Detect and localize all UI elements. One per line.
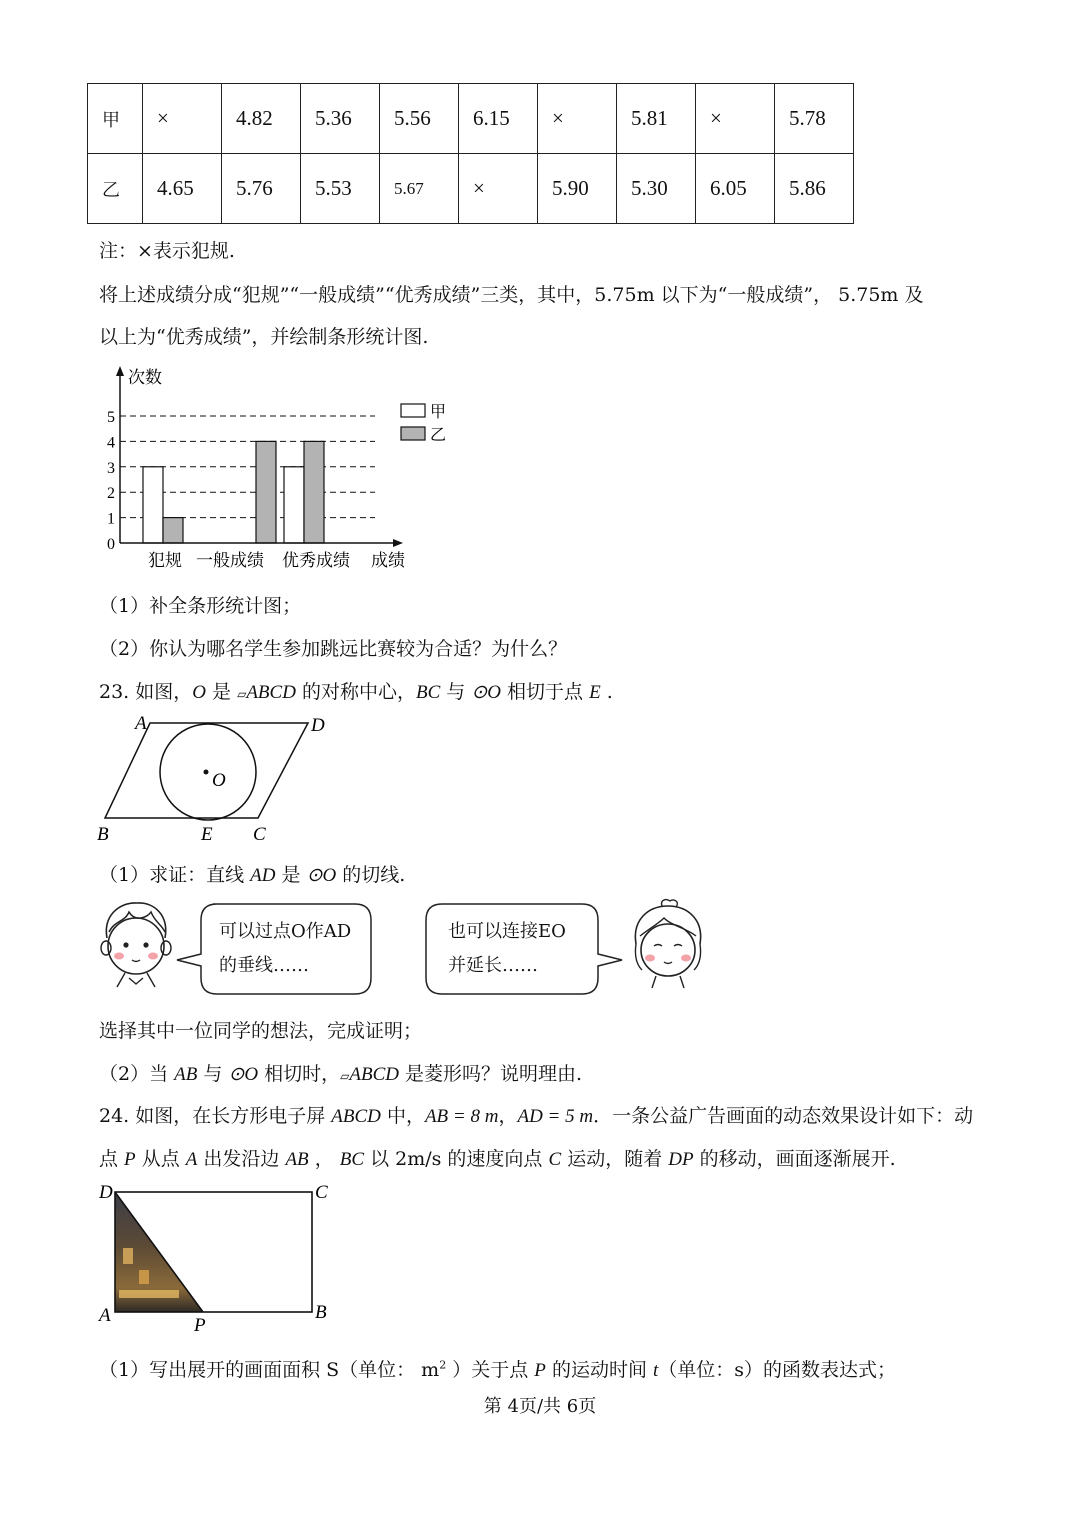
q23-ABCD: ABCD [349, 1064, 399, 1085]
q23-AB: AB [174, 1064, 198, 1085]
label-C: C [315, 1182, 328, 1203]
q24-text: 从点 [135, 1148, 186, 1170]
q23-text: 与 [440, 681, 472, 703]
q22-part2: （2）你认为哪名学生参加跳远比赛较为合适？为什么？ [99, 638, 568, 660]
q24-text: ．一条公益广告画面的动态效果设计如下：动 [593, 1105, 974, 1127]
boy-avatar-icon [95, 898, 177, 988]
table-cell: 5.76 [222, 154, 301, 224]
bubble-right-line-1: 也可以连接EO [448, 921, 566, 942]
q24-C: C [548, 1149, 562, 1170]
bubble-left-line-2: 的垂线…… [219, 955, 309, 976]
category-label: 一般成绩 [196, 551, 264, 571]
bubble-right-line-2: 并延长…… [448, 955, 538, 976]
y-tick-label: 2 [107, 485, 115, 503]
q24-superscript: 2 [439, 1358, 447, 1372]
q24-line-1 [99, 1101, 973, 1128]
x-axis-arrow-icon [393, 539, 403, 547]
q24-AD-length: AD = 5 m [517, 1106, 594, 1127]
q23-text: . [600, 681, 613, 703]
label-A: A [99, 1305, 111, 1326]
q23-text: 是 [206, 681, 238, 703]
q24-text: 出发沿边 [197, 1148, 286, 1170]
bar-chart [95, 360, 465, 575]
rectangle-screen-figure [95, 1178, 345, 1338]
q24-text: ， [498, 1105, 518, 1127]
y-tick-label: 0 [107, 536, 115, 553]
bar-yi-0 [163, 518, 183, 543]
table-cell: 5.90 [538, 154, 617, 224]
q23-E: E [589, 682, 601, 703]
table-cell: 5.67 [380, 154, 459, 224]
legend-label-yi: 乙 [430, 425, 447, 444]
q23-text: （2）当 [99, 1063, 175, 1085]
table-cell: 5.81 [617, 84, 696, 154]
table-row [88, 84, 854, 154]
bar-yi-1 [256, 441, 276, 543]
center-point-O [204, 770, 209, 775]
parallelogram-figure [95, 710, 345, 850]
table-cell: × [696, 84, 775, 154]
q24-text: （1）写出展开的画面面积 S（单位： m [99, 1359, 440, 1381]
q23-part1 [99, 860, 405, 887]
label-A: A [135, 713, 147, 734]
q24-AB: AB [285, 1149, 309, 1170]
label-D: D [311, 715, 325, 736]
bar-yi-2 [304, 441, 324, 543]
q24-text: 运动，随着 [561, 1148, 669, 1170]
q23-AD: AD [250, 865, 276, 886]
q24-t: t [653, 1360, 659, 1381]
table-cell: 4.82 [222, 84, 301, 154]
q24-text: 以 2m/s 的速度向点 [364, 1148, 549, 1170]
table-cell: × [538, 84, 617, 154]
q24-text: ， [308, 1148, 340, 1170]
q23-circle-O: ⊙O [228, 1064, 259, 1085]
label-C: C [253, 824, 266, 845]
q24-part1 [99, 1355, 896, 1382]
q24-P: P [534, 1360, 546, 1381]
category-label: 犯规 [148, 551, 182, 571]
y-tick-label: 4 [107, 434, 115, 452]
table-cell: 乙 [88, 154, 143, 224]
table-cell: 5.56 [380, 84, 459, 154]
bar-jia-0 [143, 467, 163, 543]
q23-text: 是菱形吗？说明理由. [399, 1063, 583, 1085]
q24-text: 24. 如图，在长方形电子屏 [99, 1105, 332, 1127]
q23-text: 相切时， [258, 1063, 341, 1085]
q24-BC: BC [339, 1149, 365, 1170]
y-axis-arrow-icon [116, 366, 124, 376]
label-P: P [194, 1315, 206, 1336]
q24-A: A [185, 1149, 198, 1170]
q23-ABCD: ABCD [246, 682, 296, 703]
table-cell: 5.30 [617, 154, 696, 224]
score-table [87, 83, 854, 224]
category-label: 优秀成绩 [282, 551, 350, 571]
q23-text: 的对称中心， [295, 681, 416, 703]
table-cell: 甲 [88, 84, 143, 154]
q24-P: P [124, 1149, 136, 1170]
girl-avatar-icon [628, 898, 708, 990]
legend-swatch-yi [401, 427, 425, 440]
label-B: B [315, 1302, 327, 1323]
q23-text: 与 [197, 1063, 229, 1085]
table-cell: 5.86 [775, 154, 854, 224]
parallelogram-icon: ▱ [237, 687, 247, 701]
label-O: O [212, 770, 226, 791]
q24-text: （单位：s）的函数表达式； [658, 1359, 897, 1381]
q23-circle-O: ⊙O [471, 682, 502, 703]
q23-stem [99, 677, 613, 704]
legend-swatch-jia [401, 404, 425, 417]
table-cell: 5.36 [301, 84, 380, 154]
q24-text: 的移动，画面逐渐展开. [693, 1148, 896, 1170]
x-axis-label: 成绩 [371, 551, 405, 571]
table-cell: × [459, 154, 538, 224]
q24-text: 点 [99, 1148, 125, 1170]
legend-label-jia: 甲 [430, 402, 447, 421]
bubble-left-line-1: 可以过点O作AD [219, 921, 352, 942]
q23-text: 的切线. [336, 864, 406, 886]
parallelogram-icon: ▱ [340, 1069, 350, 1083]
q24-text: ）关于点 [446, 1359, 535, 1381]
table-cell: 5.78 [775, 84, 854, 154]
q23-choose: 选择其中一位同学的想法，完成证明； [99, 1020, 423, 1042]
note: 注：×表示犯规. [99, 240, 235, 262]
table-cell: 6.05 [696, 154, 775, 224]
y-tick-label: 1 [107, 510, 115, 528]
q23-text: （1）求证：直线 [99, 864, 251, 886]
y-axis-label: 次数 [128, 368, 162, 388]
label-D: D [99, 1182, 113, 1203]
photo-window-detail [139, 1270, 149, 1284]
bar-jia-2 [284, 467, 304, 543]
q24-text: 中， [380, 1105, 425, 1127]
q24-line-2 [99, 1144, 896, 1171]
label-E: E [201, 824, 213, 845]
intro-line-1: 将上述成绩分成“犯规”“一般成绩”“优秀成绩”三类，其中，5.75m 以下为“一般成绩”， 5.75m 及 [99, 284, 924, 306]
table-cell: 5.53 [301, 154, 380, 224]
q23-text: 是 [275, 864, 307, 886]
y-tick-label: 3 [107, 459, 115, 477]
q23-BC: BC [415, 682, 441, 703]
q24-ABCD: ABCD [331, 1106, 381, 1127]
q23-text: 相切于点 [501, 681, 590, 703]
y-tick-label: 5 [107, 409, 115, 426]
table-cell: 4.65 [143, 154, 222, 224]
q23-text: 23. 如图， [99, 681, 193, 703]
q22-part1: （1）补全条形统计图； [99, 595, 302, 617]
photo-street-lights [119, 1290, 179, 1298]
table-row [88, 154, 854, 224]
q23-circle-O: ⊙O [306, 865, 337, 886]
label-B: B [97, 824, 109, 845]
q23-O: O [192, 682, 206, 703]
page-footer: 第 4页/共 6页 [483, 1396, 597, 1417]
table-cell: × [143, 84, 222, 154]
photo-window-detail [123, 1248, 133, 1264]
q23-part2 [99, 1059, 582, 1086]
speech-bubble-left-text [219, 915, 351, 983]
table-cell: 6.15 [459, 84, 538, 154]
speech-bubble-right-text [448, 915, 566, 983]
q24-DP: DP [668, 1149, 694, 1170]
q24-AB-length: AB = 8 m [424, 1106, 499, 1127]
q24-text: 的运动时间 [545, 1359, 653, 1381]
intro-line-2: 以上为“优秀成绩”，并绘制条形统计图. [99, 326, 429, 348]
